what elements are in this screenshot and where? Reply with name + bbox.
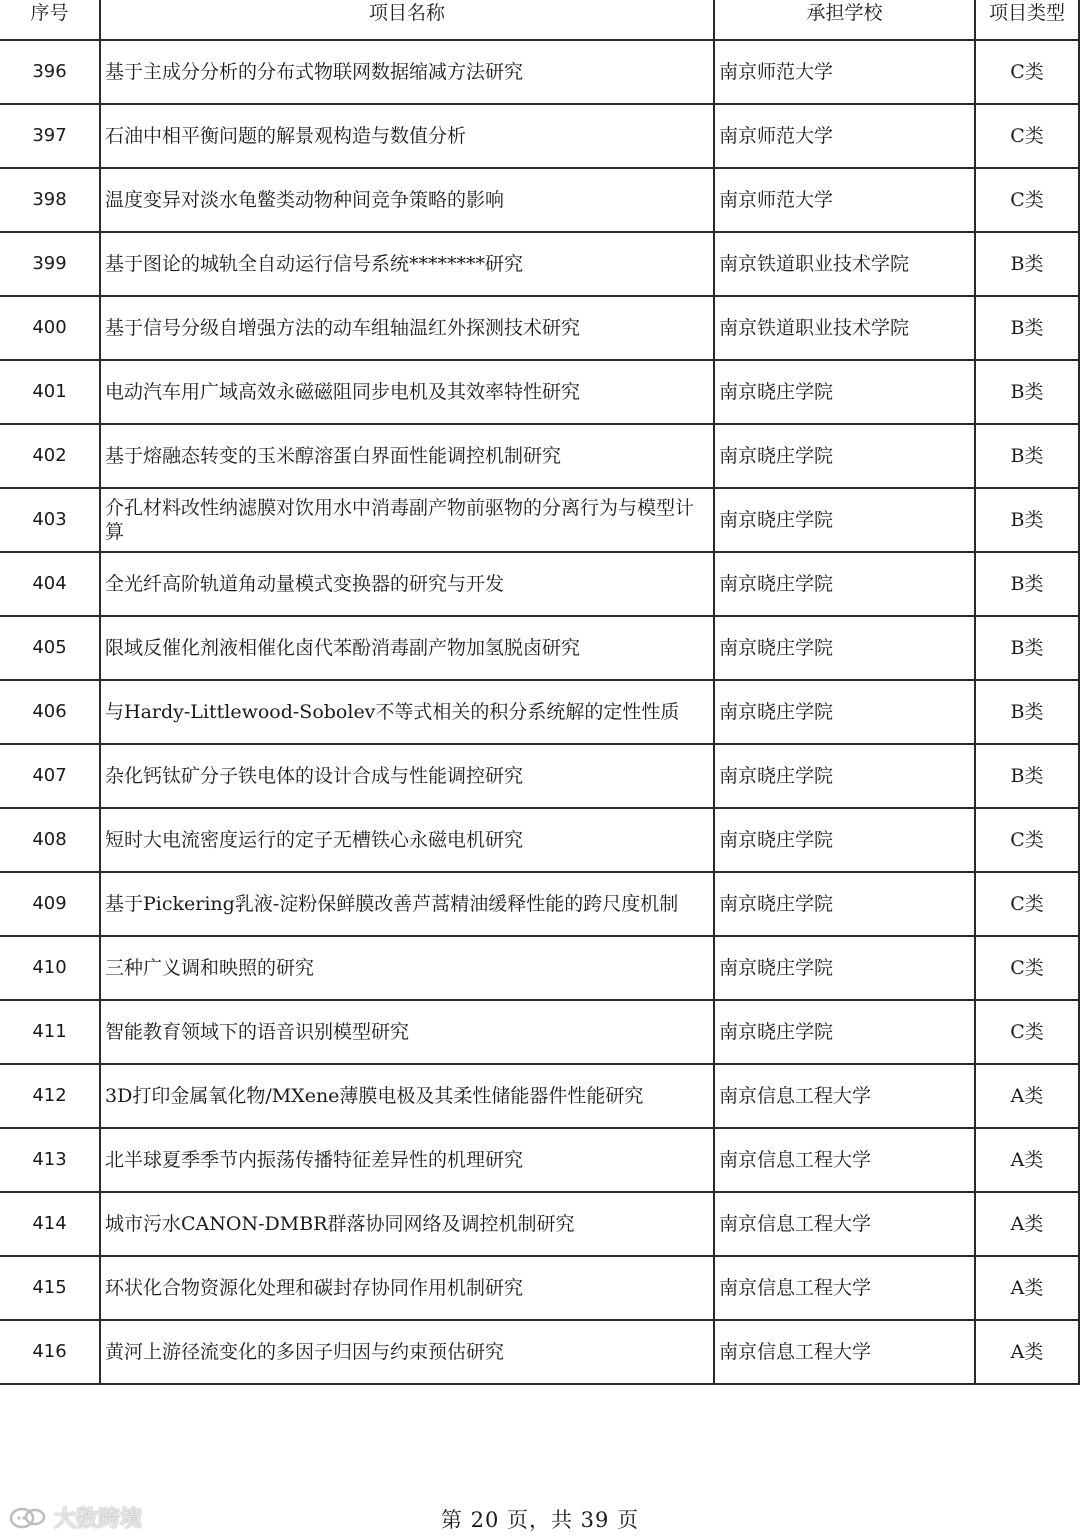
cell-num: 396 [0, 40, 100, 104]
table-row [0, 296, 1079, 360]
table-row [0, 1000, 1079, 1064]
page-footer [0, 1500, 1080, 1536]
cell-school: 南京晓庄学院 [714, 424, 975, 488]
cell-school: 南京铁道职业技术学院 [714, 232, 975, 296]
header-name: 项目名称 [100, 0, 714, 40]
table-row [0, 168, 1079, 232]
cell-project-type: B类 [975, 488, 1079, 552]
cell-project-name: 全光纤高阶轨道角动量模式变换器的研究与开发 [100, 552, 714, 616]
cell-school: 南京铁道职业技术学院 [714, 296, 975, 360]
header-type: 项目类型 [975, 0, 1079, 40]
cell-project-type: C类 [975, 40, 1079, 104]
cell-school: 南京师范大学 [714, 104, 975, 168]
cell-project-type: C类 [975, 168, 1079, 232]
table-row [0, 360, 1079, 424]
cell-project-type: B类 [975, 680, 1079, 744]
cell-school: 南京师范大学 [714, 40, 975, 104]
table-row [0, 424, 1079, 488]
table-row [0, 808, 1079, 872]
cell-project-name: 温度变异对淡水龟鳖类动物种间竞争策略的影响 [100, 168, 714, 232]
table-row [0, 744, 1079, 808]
cell-num: 405 [0, 616, 100, 680]
cell-num: 399 [0, 232, 100, 296]
cell-project-type: B类 [975, 616, 1079, 680]
cell-project-name: 北半球夏季季节内振荡传播特征差异性的机理研究 [100, 1128, 714, 1192]
cell-project-name: 基于Pickering乳液-淀粉保鲜膜改善芦蒿精油缓释性能的跨尺度机制 [100, 872, 714, 936]
cell-num: 413 [0, 1128, 100, 1192]
cell-num: 406 [0, 680, 100, 744]
cell-num: 412 [0, 1064, 100, 1128]
cell-num: 398 [0, 168, 100, 232]
cell-num: 402 [0, 424, 100, 488]
cell-num: 400 [0, 296, 100, 360]
cell-project-type: B类 [975, 360, 1079, 424]
table-row [0, 872, 1079, 936]
cell-school: 南京晓庄学院 [714, 1000, 975, 1064]
cell-num: 407 [0, 744, 100, 808]
cell-num: 401 [0, 360, 100, 424]
table-row [0, 40, 1079, 104]
cell-project-name: 黄河上游径流变化的多因子归因与约束预估研究 [100, 1320, 714, 1384]
cell-num: 403 [0, 488, 100, 552]
table-body [0, 40, 1079, 1384]
cell-num: 408 [0, 808, 100, 872]
header-school: 承担学校 [714, 0, 975, 40]
cell-project-type: A类 [975, 1192, 1079, 1256]
cell-school: 南京晓庄学院 [714, 360, 975, 424]
cell-project-type: C类 [975, 936, 1079, 1000]
cell-project-type: C类 [975, 872, 1079, 936]
page-number: 第 20 页，共 39 页 [440, 1508, 640, 1532]
cell-project-type: C类 [975, 808, 1079, 872]
cell-school: 南京晓庄学院 [714, 680, 975, 744]
cell-project-type: B类 [975, 552, 1079, 616]
cell-project-type: B类 [975, 232, 1079, 296]
cell-project-name: 城市污水CANON-DMBR群落协同网络及调控机制研究 [100, 1192, 714, 1256]
cell-project-type: A类 [975, 1320, 1079, 1384]
cell-num: 414 [0, 1192, 100, 1256]
table-header [0, 0, 1079, 40]
table-row [0, 1320, 1079, 1384]
table-row [0, 1192, 1079, 1256]
cell-project-type: B类 [975, 744, 1079, 808]
cell-project-name: 与Hardy-Littlewood-Sobolev不等式相关的积分系统解的定性性质 [100, 680, 714, 744]
cell-project-name: 石油中相平衡问题的解景观构造与数值分析 [100, 104, 714, 168]
cell-project-name: 杂化钙钛矿分子铁电体的设计合成与性能调控研究 [100, 744, 714, 808]
cell-school: 南京信息工程大学 [714, 1320, 975, 1384]
cell-project-type: C类 [975, 1000, 1079, 1064]
cell-project-type: B类 [975, 296, 1079, 360]
table-row [0, 616, 1079, 680]
cell-project-name: 三种广义调和映照的研究 [100, 936, 714, 1000]
cell-project-name: 基于图论的城轨全自动运行信号系统********研究 [100, 232, 714, 296]
cell-school: 南京信息工程大学 [714, 1128, 975, 1192]
cell-school: 南京信息工程大学 [714, 1064, 975, 1128]
cell-num: 397 [0, 104, 100, 168]
cell-project-name: 基于熔融态转变的玉米醇溶蛋白界面性能调控机制研究 [100, 424, 714, 488]
cell-school: 南京晓庄学院 [714, 488, 975, 552]
cell-project-type: A类 [975, 1128, 1079, 1192]
cell-school: 南京信息工程大学 [714, 1192, 975, 1256]
cell-num: 415 [0, 1256, 100, 1320]
header-row [0, 0, 1079, 40]
cell-project-name: 基于信号分级自增强方法的动车组轴温红外探测技术研究 [100, 296, 714, 360]
cell-school: 南京师范大学 [714, 168, 975, 232]
header-num: 序号 [0, 0, 100, 40]
table-row [0, 1128, 1079, 1192]
cell-project-type: A类 [975, 1256, 1079, 1320]
cell-school: 南京晓庄学院 [714, 808, 975, 872]
cell-num: 404 [0, 552, 100, 616]
cell-school: 南京晓庄学院 [714, 872, 975, 936]
cell-project-name: 短时大电流密度运行的定子无槽铁心永磁电机研究 [100, 808, 714, 872]
cell-project-name: 基于主成分分析的分布式物联网数据缩减方法研究 [100, 40, 714, 104]
cell-project-name: 环状化合物资源化处理和碳封存协同作用机制研究 [100, 1256, 714, 1320]
cell-school: 南京晓庄学院 [714, 552, 975, 616]
cell-project-name: 智能教育领域下的语音识别模型研究 [100, 1000, 714, 1064]
table-row [0, 1256, 1079, 1320]
cell-project-type: A类 [975, 1064, 1079, 1128]
cell-school: 南京晓庄学院 [714, 744, 975, 808]
cell-school: 南京晓庄学院 [714, 936, 975, 1000]
watermark-text: 大数跨境 [54, 1507, 143, 1532]
table-row [0, 232, 1079, 296]
table-row [0, 680, 1079, 744]
table-row [0, 552, 1079, 616]
cell-num: 416 [0, 1320, 100, 1384]
table-row [0, 936, 1079, 1000]
cell-project-name: 电动汽车用广域高效永磁磁阻同步电机及其效率特性研究 [100, 360, 714, 424]
cell-project-name: 3D打印金属氧化物/MXene薄膜电极及其柔性储能器件性能研究 [100, 1064, 714, 1128]
cell-school: 南京信息工程大学 [714, 1256, 975, 1320]
table-row [0, 1064, 1079, 1128]
cell-num: 409 [0, 872, 100, 936]
cell-num: 411 [0, 1000, 100, 1064]
cell-project-name: 介孔材料改性纳滤膜对饮用水中消毒副产物前驱物的分离行为与模型计算 [100, 488, 714, 552]
table-row [0, 488, 1079, 552]
cell-project-type: B类 [975, 424, 1079, 488]
cell-project-type: C类 [975, 104, 1079, 168]
table-row [0, 104, 1079, 168]
cell-num: 410 [0, 936, 100, 1000]
cell-project-name: 限域反催化剂液相催化卤代苯酚消毒副产物加氢脱卤研究 [100, 616, 714, 680]
cell-school: 南京晓庄学院 [714, 616, 975, 680]
